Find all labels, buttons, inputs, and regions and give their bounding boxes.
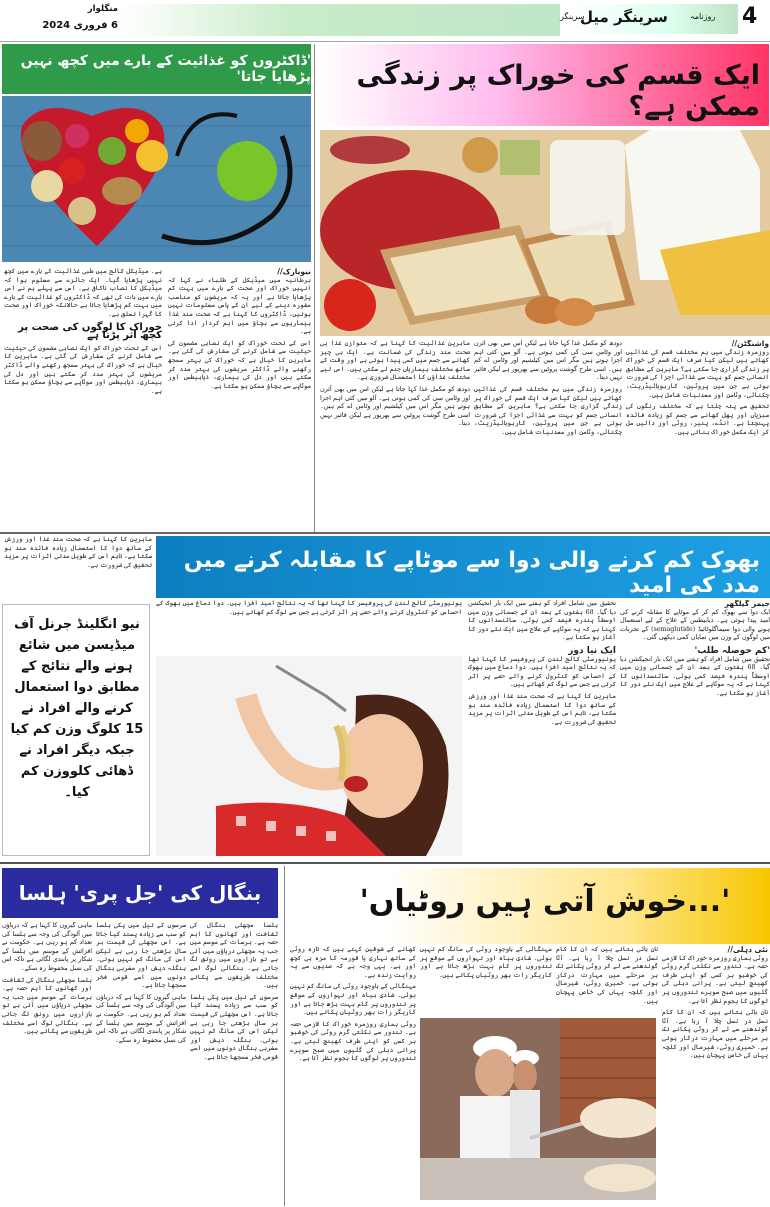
paragraph: ہلسا مچھلی بنگال کی ثقافت اور کھانوں کا اہم حصہ ہے۔ برسات کے موسم میں جب یہ مچھلی دریاؤں میں آتی ہے تو بازاروں میں رونق لگ جاتی ہے۔ بنگالی لوگ اسے مختلف طریقوں سے پکاتے ہیں۔	[2, 976, 92, 1036]
middle-column-1	[620, 600, 770, 858]
masthead-city: سرینگر	[560, 12, 585, 21]
woman-eating-illustration	[156, 656, 462, 856]
bottom-right-column-4	[290, 946, 416, 1204]
section-divider	[0, 532, 770, 534]
subheadline: ایک نیا دور	[568, 645, 616, 656]
paragraph: تحقیق میں شامل افراد کو ہفتے میں ایک بار انجیکشن دیا گیا۔ 68 ہفتوں کے بعد ان کے جسمانی وزن میں اوسطاً پندرہ فیصد کمی ہوئی۔ سائنسدانوں کا کہنا ہے کہ یہ موٹاپے کے علاج میں ایک نئے دور کا آغاز ہو سکتا ہے۔	[620, 655, 770, 697]
mixed-food-photo	[320, 130, 770, 336]
right-top-column-1	[626, 340, 769, 530]
pull-quote: نیو انگلینڈ جرنل آف میڈیسن میں شائع ہونے والے نتائج کے مطابق دوا استعمال کرنے والے افراد نے 15 کلوگ وزن کم کیا جبکہ دیگر افراد نے ڈھائی کلووزن کم کیا۔	[10, 617, 144, 800]
paragraph: سرسوں کے تیل میں پکی ہلسا کو سب سے زیادہ پسند کیا جاتا ہے۔ اس مچھلی کی قیمت ہر سال بڑھتی جا رہی ہے لیکن اس کی مانگ کم نہیں ہوتی۔ بنگلہ دیش اور مغربی بنگال دونوں میں اسے قومی فخر سمجھا جاتا ہے۔	[96, 922, 186, 990]
bottom-right-column-2	[556, 946, 658, 1016]
byline: واشنگٹن//	[731, 340, 769, 348]
column-rule	[314, 44, 315, 532]
paragraph: روزمرہ زندگی میں ہم مختلف قسم کی غذائیں کھاتے ہیں لیکن کیا صرف ایک قسم کی خوراک پر زندگی گزاری جا سکتی ہے؟ ماہرین کے مطابق انسانی جسم کو بہت سے غذائی اجزا کی ضرورت ہوتی ہے جن میں پروٹین، کاربوہائیڈریٹ، چکنائی، وٹامن اور معدنیات شامل ہیں۔	[626, 348, 769, 399]
subheadline: خوراک کا لوگوں کی صحت پر کچھ اثر پڑتا ہے	[18, 321, 162, 342]
right-top-column-2	[474, 340, 622, 530]
article-headline-rotis: '...خوش آتی ہیں روٹیاں'	[359, 884, 731, 919]
article-headline-doctors-nutrition: 'ڈاکٹروں کو غذائیت کے بارے میں کچھ نہیں پڑھایا جاتا'	[2, 44, 311, 94]
left-top-column-2	[4, 268, 162, 532]
paragraph: نان بائی بتاتے ہیں کہ ان کا کام نسل در نسل چلا آ رہا ہے۔ آٹا گوندھنے سے لے کر روٹی پکانے تک ہر مرحلے میں مہارت درکار ہوتی ہے۔ خمیری روٹی، شیرمال اور کلچہ یہاں کی خاص پہچان ہیں۔	[556, 946, 658, 1005]
food-table-illustration	[320, 130, 770, 336]
paragraph: روٹی ہماری روزمرہ خوراک کا لازمی حصہ ہے۔ تندور سے نکلتی گرم روٹی کی خوشبو ہر کسی کو اپنی طرف کھینچ لیتی ہے۔ پرانی دہلی کی گلیوں میں صبح سویرے تندوروں پر لوگوں کا ہجوم نظر آتا ہے۔	[662, 954, 768, 1005]
paragraph: سرسوں کے تیل میں پکی ہلسا کو سب سے زیادہ پسند کیا جاتا ہے۔ اس مچھلی کی قیمت ہر سال بڑھتی جا رہی ہے لیکن اس کی مانگ کم نہیں ہوتی۔ بنگلہ دیش اور مغربی بنگال دونوں میں اسے قومی فخر سمجھا جاتا ہے۔	[190, 993, 278, 1061]
woman-eating-spaghetti-photo	[156, 656, 462, 856]
article-headline-hilsa: بنگال کی 'جل پری' ہلسا	[2, 868, 278, 918]
paragraph: مہنگائی کے باوجود روٹی کی مانگ کم نہیں ہوئی۔ شادی بیاہ اور تہواروں کے موقع پر تندوروں پر کام بہت بڑھ جاتا ہے اور کاریگر رات بھر روٹیاں پکاتے ہیں۔	[290, 983, 416, 1017]
column-rule	[284, 866, 285, 1206]
bottom-right-column-3	[420, 946, 552, 1016]
bottom-left-column-1	[190, 922, 278, 1204]
paragraph: ماہی گیروں کا کہنا ہے کہ دریاؤں میں آلودگی کی وجہ سے ہلسا کی تعداد کم ہو رہی ہے۔ حکومت نے افزائش کے موسم میں ہلسا کے شکار پر پابندی لگائی ہے تاکہ اس کی نسل محفوظ رہ سکے۔	[2, 922, 92, 972]
paragraph: اس کے تحت خوراک کو ایک نصابی مضمون کی حیثیت سے شامل کرنے کی سفارش کی گئی ہے۔ ماہرین کا خیال ہے کہ خوراک کی بہتر سمجھ رکھنے والے ڈاکٹر مریضوں کی بہتر مدد کر سکتے ہیں اور دل کی بیماری، ذیابیطس اور موٹاپے سے بچاؤ ممکن ہو سکتا ہے۔	[4, 344, 162, 395]
paragraph: روٹی ہماری روزمرہ خوراک کا لازمی حصہ ہے۔ تندور سے نکلتی گرم روٹی کی خوشبو ہر کسی کو اپنی طرف کھینچ لیتی ہے۔ پرانی دہلی کی گلیوں میں صبح سویرے تندوروں پر لوگوں کا ہجوم نظر آتا ہے۔	[290, 1020, 416, 1063]
paragraph: کھانے کے شوقین کہتے ہیں کہ تازہ روٹی کے ساتھ نہاری یا قورمہ کا مزہ ہی کچھ اور ہے۔ یہی وجہ ہے کہ صدیوں سے یہ روایت زندہ ہے۔	[290, 946, 416, 979]
page-number: 4	[742, 4, 758, 29]
section-divider	[0, 862, 770, 864]
header-date: 6 فروری 2024	[42, 20, 118, 31]
paragraph: اس کے تحت خوراک کو ایک نصابی مضمون کی حیثیت سے شامل کرنے کی سفارش کی گئی ہے۔ ماہرین کا خیال ہے کہ خوراک کی بہتر سمجھ رکھنے والے ڈاکٹر مریضوں کی بہتر مدد کر سکتے ہیں اور دل کی بیماری، ذیابیطس اور موٹاپے سے بچاؤ ممکن ہو سکتا ہے۔	[168, 339, 311, 390]
paragraph: ہے۔ میڈیکل کالج میں طبی غذائیت کے بارے میں کچھ نہیں پڑھایا گیا۔ ایک جائزے سے معلوم ہوا کہ میڈیکل کا نصاب ناکافی ہے۔ اس سے پہلے ہم نے اس بارے میں بات کی تھی کہ ڈاکٹروں کو غذائیت کے بارے میں بہت کم پڑھایا جاتا ہے حالانکہ خوراک اور صحت کا گہرا تعلق ہے۔	[4, 268, 162, 318]
paragraph: نان بائی بتاتے ہیں کہ ان کا کام نسل در نسل چلا آ رہا ہے۔ آٹا گوندھنے سے لے کر روٹی پکانے تک ہر مرحلے میں مہارت درکار ہوتی ہے۔ خمیری روٹی، شیرمال اور کلچہ یہاں کی خاص پہچان ہیں۔	[662, 1009, 768, 1060]
paragraph: روزمرہ زندگی میں ہم مختلف قسم کی غذائیں کھاتے ہیں لیکن کیا صرف ایک قسم کی خوراک پر زندگی گزاری جا سکتی ہے؟ ماہرین کے مطابق انسانی جسم کو بہت سے غذائی اجزا کی ضرورت ہوتی ہے جن میں پروٹین، کاربوہائیڈریٹ، چکنائی، وٹامن اور معدنیات شامل ہیں۔	[474, 385, 622, 436]
byline: نیویارک//	[277, 268, 311, 276]
middle-top-text	[156, 600, 462, 654]
subheadline: 'کم حوصلہ طلب'	[694, 645, 770, 656]
left-top-column-1	[168, 268, 311, 532]
paragraph: ایک دوا سے بھوک کم کر کے موٹاپے کا مقابلہ کرنے کی امید پیدا ہوئی ہے۔ ذیابیطس کے علاج کے لیے استعمال ہونے والی دوا سیماگلوٹائیڈ (semaglutide) کے تجربات میں لوگوں کے وزن میں نمایاں کمی دیکھی گئی۔	[620, 608, 770, 642]
header-green-band	[120, 4, 560, 36]
paragraph: مہنگائی کے باوجود روٹی کی مانگ کم نہیں ہوئی۔ شادی بیاہ اور تہواروں کے موقع پر تندوروں پر کام بہت بڑھ جاتا ہے اور کاریگر رات بھر روٹیاں پکاتے ہیں۔	[420, 946, 552, 979]
paragraph: تحقیق میں شامل افراد کو ہفتے میں ایک بار انجیکشن دیا گیا۔ 68 ہفتوں کے بعد ان کے جسمانی وزن میں اوسطاً پندرہ فیصد کمی ہوئی۔ سائنسدانوں کا کہنا ہے کہ یہ موٹاپے کے علاج میں ایک نئے دور کا آغاز ہو سکتا ہے۔	[468, 600, 616, 642]
paragraph: دودھ کو مکمل غذا کہا جاتا ہے لیکن اس میں بھی آئرن اور وٹامن سی کی کمی ہوتی ہے۔ آلو میں کئی اہم اجزا ہوتے ہیں مگر اس میں کیلشیم اور وٹامن اے کم ہیں۔ اسی طرح گوشت پروٹین سے بھرپور ہے لیکن فائبر نہیں دیتا۔	[474, 340, 622, 382]
masthead-title: سرینگر میل	[580, 8, 668, 26]
bottom-left-column-2	[96, 922, 186, 1204]
middle-intro-column	[4, 536, 152, 600]
paragraph: ماہی گیروں کا کہنا ہے کہ دریاؤں میں آلودگی کی وجہ سے ہلسا کی تعداد کم ہو رہی ہے۔ حکومت نے افزائش کے موسم میں ہلسا کے شکار پر پابندی لگائی ہے تاکہ اس کی نسل محفوظ رہ سکے۔	[96, 993, 186, 1044]
article-headline-hunger-drug: بھوک کم کرنے والی دوا سے موٹاپے کا مقابلہ کرنے میں مدد کی امید	[183, 548, 760, 598]
bakers-photo	[420, 1018, 656, 1200]
masthead-prefix: روزنامہ	[690, 12, 716, 21]
bakery-illustration	[420, 1018, 656, 1200]
byline: جیمز گیلگھر	[724, 600, 770, 608]
paragraph: تحقیق سے پتہ چلتا ہے کہ مختلف رنگوں کی سبزیاں اور پھل کھانے سے جسم کو زیادہ فائدہ پہنچتا ہے۔ انڈے، پنیر، روٹی اور دالیں مل کر ایک مکمل خوراک بناتی ہیں۔	[626, 403, 769, 436]
nutrition-heart-photo	[2, 96, 311, 262]
bottom-left-column-3	[2, 922, 92, 1204]
header-weekday: منگلوار	[87, 4, 118, 14]
paragraph: ہلسا مچھلی بنگال کی ثقافت اور کھانوں کا اہم حصہ ہے۔ برسات کے موسم میں جب یہ مچھلی دریاؤں میں آتی ہے تو بازاروں میں رونق لگ جاتی ہے۔ بنگالی لوگ اسے مختلف طریقوں سے پکاتے ہیں۔	[190, 922, 278, 990]
paragraph: ماہرین غذائیت کا کہنا ہے کہ متوازن غذا ہی صحت مند زندگی کی ضمانت ہے۔ ایک ہی چیز کھانے سے جسم میں کمی پیدا ہوتی ہے اور وقت کے ساتھ مختلف بیماریاں جنم لے سکتی ہیں۔ اس لیے مختلف غذاؤں کا استعمال ضروری ہے۔	[320, 340, 470, 382]
article-headline-one-food: ایک قسم کی خوراک پر زندگی ممکن ہے؟	[356, 60, 760, 122]
paragraph: ماہرین کا کہنا ہے کہ صحت مند غذا اور ورزش کے ساتھ دوا کا استعمال زیادہ فائدہ مند ہو سکتا ہے، تاہم اس کے طویل مدتی اثرات پر مزید تحقیق کی ضرورت ہے۔	[468, 692, 616, 726]
paragraph: یونیورسٹی کالج لندن کی پروفیسر کا کہنا تھا کہ یہ نتائج امید افزا ہیں۔ دوا دماغ میں بھوک کے احساس کو کنٹرول کرنے والے حصے پر اثر کرتی ہے جس سے لوگ کم کھاتے ہیں۔	[156, 600, 462, 616]
byline: نئی دہلی//	[727, 946, 768, 954]
photo-spacer	[420, 1202, 656, 1206]
paragraph: برطانیہ میں میڈیکل کے طلباء نے کہا کہ انہیں خوراک اور صحت کے بارے میں بہت کم پڑھایا جاتا ہے اور یہ کہ مریضوں کو مناسب مشورہ دینے کے لیے ان کے پاس معلومات نہیں ہوتیں۔ ڈاکٹروں کا کہنا ہے کہ صحت مند غذا بیماریوں سے بچاؤ میں اہم کردار ادا کرتی ہے۔	[168, 276, 311, 336]
heart-plate-illustration	[2, 96, 311, 262]
paragraph: یونیورسٹی کالج لندن کی پروفیسر کا کہنا تھا کہ یہ نتائج امید افزا ہیں۔ دوا دماغ میں بھوک کے احساس کو کنٹرول کرنے والے حصے پر اثر کرتی ہے جس سے لوگ کم کھاتے ہیں۔	[468, 655, 616, 689]
bottom-right-column-1	[662, 946, 768, 1204]
right-top-column-3	[320, 340, 470, 530]
middle-column-2	[468, 600, 616, 858]
paragraph: دودھ کو مکمل غذا کہا جاتا ہے لیکن اس میں بھی آئرن اور وٹامن سی کی کمی ہوتی ہے۔ آلو میں کئی اہم اجزا ہوتے ہیں مگر اس میں کیلشیم اور وٹامن اے کم ہیں۔ اسی طرح گوشت پروٹین سے بھرپور ہے لیکن فائبر نہیں دیتا۔	[320, 385, 470, 428]
paragraph: ماہرین کا کہنا ہے کہ صحت مند غذا اور ورزش کے ساتھ دوا کا استعمال زیادہ فائدہ مند ہو سکتا ہے، تاہم اس کے طویل مدتی اثرات پر مزید تحقیق کی ضرورت ہے۔	[4, 536, 152, 569]
